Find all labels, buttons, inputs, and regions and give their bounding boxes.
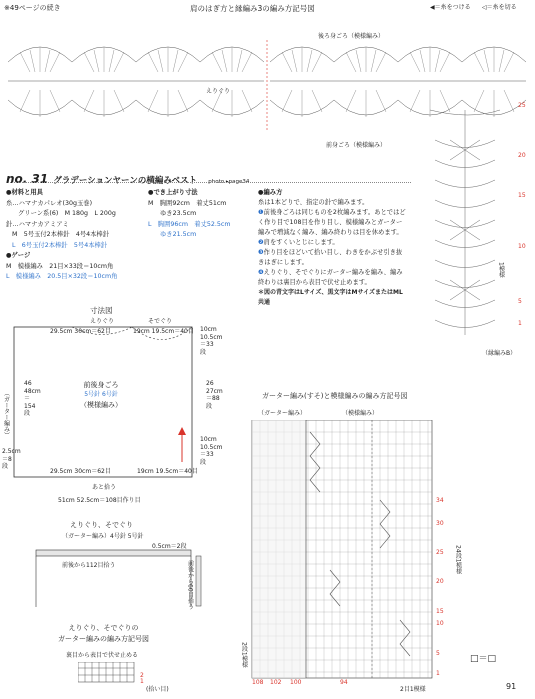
size-right-top: 10cm 10.5cm＝33段 bbox=[200, 326, 223, 356]
arrow-icon: ◀ bbox=[430, 4, 435, 11]
garter-bottom-102: 102 bbox=[270, 679, 282, 686]
photo-ref: photo ▸page34 bbox=[208, 179, 250, 185]
gauge-l: L 模様編み 20.5目×32段＝10cm角 bbox=[6, 273, 118, 280]
continued-note: ※49ページの続き bbox=[4, 4, 61, 12]
back-body-label: 後ろ身ごろ（模様編み） bbox=[318, 33, 385, 40]
method-note: ＊図の青文字はLサイズ、黒文字はMサイズまたはML共通 bbox=[258, 289, 403, 306]
materials-needle: 針…ハマナカアミアミ bbox=[6, 220, 69, 228]
legend-join: ◀＝糸をつける bbox=[430, 4, 471, 11]
size-diagram-title: 寸法図 bbox=[90, 306, 113, 315]
garter-chart-title: ガーター編み(すそ)と模様編みの編み方記号図 bbox=[262, 392, 408, 400]
edging-b-chart bbox=[420, 100, 510, 340]
title-rule bbox=[6, 182, 411, 183]
garter-chart-grid bbox=[250, 420, 450, 682]
size-top-left: 29.5cm 30cm＝62目 bbox=[50, 328, 111, 335]
size-gauge-side: 2.5cm＝8段 bbox=[2, 448, 21, 470]
arrow-icon: ◁ bbox=[482, 4, 487, 11]
collar-chart-title-2: ガーター編みの編み方記号図 bbox=[58, 635, 149, 643]
garter-bottom-94: 94 bbox=[340, 679, 348, 686]
page-number: 91 bbox=[506, 682, 517, 691]
size-body-pattern: （模様編み） bbox=[80, 401, 122, 409]
collar-diagram-sub: （ガーター編み）4号針 5号針 bbox=[62, 533, 144, 540]
method-step-3: ❸作り目をほどいて拾い目し、わきをかぶせ引き抜きはぎにします。 bbox=[258, 249, 403, 266]
edge-num-5: 5 bbox=[518, 298, 522, 305]
garter-chart-garter-label: （ガーター編み） bbox=[258, 410, 307, 417]
method-intro: 糸は1本どりで、指定の針で編みます。 bbox=[258, 199, 369, 206]
garter-right-15: 15 bbox=[436, 608, 444, 615]
size-body-left: 46 48cm＝154段 bbox=[24, 380, 41, 417]
materials-needle-m: M 5号玉付2本棒針 4号4本棒針 bbox=[12, 231, 110, 238]
edge-num-20: 20 bbox=[518, 152, 526, 159]
front-body-label: 前身ごろ（模様編み） bbox=[326, 142, 387, 149]
method-heading: ●編み方 bbox=[258, 189, 283, 196]
collar-diagram-side: 0.5cm＝2段 bbox=[152, 543, 187, 550]
collar-pick: 前後から112目拾う bbox=[62, 562, 116, 569]
article-title bbox=[6, 168, 249, 187]
garter-legend: □＝□ bbox=[470, 654, 497, 664]
size-m: M 胸囲92cm 着丈51cm bbox=[148, 199, 227, 207]
collar-diagram-title: えりぐり、そでぐり bbox=[70, 521, 133, 529]
edge-num-10: 10 bbox=[518, 243, 526, 250]
collar-chart-note: 裏目から表目で伏せ止める bbox=[66, 652, 139, 659]
size-bottom: 51cm 52.5cm＝108目作り目 bbox=[58, 497, 141, 504]
materials-needle-l: L 6号玉付2本棒針 5号4本棒針 bbox=[12, 241, 108, 249]
garter-right-25: 25 bbox=[436, 549, 444, 556]
size-right-bot: 10cm 10.5cm＝33段 bbox=[200, 436, 223, 466]
collar-chart-num-2: 2 bbox=[140, 672, 144, 679]
collar-chart-num-1: 1 bbox=[140, 678, 144, 685]
garter-right-34: 34 bbox=[436, 497, 444, 504]
materials-color: グリーン系(6) M 180g L 200g bbox=[18, 210, 116, 217]
collar-chart-pick: (拾い目) bbox=[146, 686, 169, 693]
garter-right-1: 1 bbox=[436, 670, 440, 677]
gauge-m: M 模様編み 21目×33段＝10cm角 bbox=[6, 262, 114, 270]
size-l: L 胸囲96cm 着丈52.5cm bbox=[148, 220, 231, 228]
size-diagram-sleeve: そでぐり bbox=[148, 318, 173, 325]
edge-num-1: 1 bbox=[518, 320, 522, 327]
edge-num-25: 25 bbox=[518, 102, 526, 109]
article-name: グラデーションヤーンの横編みベスト bbox=[53, 176, 198, 186]
method-step-4: ❹えりぐり、そでぐりにガーター編みを編み、編み終わりは裏目から表目で伏せ止めます。 bbox=[258, 269, 403, 286]
garter-bottom-108: 108 bbox=[252, 679, 264, 686]
garter-bottom-100: 100 bbox=[290, 679, 302, 686]
materials-heading: ●材料と用具 bbox=[6, 189, 43, 196]
pattern-repeat-label: 1模様 bbox=[497, 262, 505, 278]
garter-right-note: 24段1模様 bbox=[454, 545, 462, 575]
garter-right-20: 20 bbox=[436, 578, 444, 585]
size-right-mid: 26 27cm＝88段 bbox=[206, 380, 223, 410]
article-number: no. 31 bbox=[6, 172, 49, 186]
size-body-label bbox=[80, 380, 122, 410]
size-m-yuki: ゆき23.5cm bbox=[160, 210, 197, 217]
materials-yarn: 糸…ハマナカパレオ(30g玉巻) bbox=[6, 199, 93, 207]
garter-left-note: 2段1模様 bbox=[240, 642, 248, 668]
size-l-yuki: ゆき21.5cm bbox=[160, 231, 197, 238]
size-diagram-collar: えりぐり bbox=[90, 318, 115, 325]
edging-b-label: （縁編みB） bbox=[482, 350, 517, 357]
garter-chart-pattern-label: （模様編み） bbox=[342, 410, 379, 417]
collar-chart-grid bbox=[78, 662, 138, 688]
size-body-name: 前後身ごろ bbox=[83, 381, 119, 389]
garter-right-5: 5 bbox=[436, 650, 440, 657]
garter-bottom-note: 2目1模様 bbox=[400, 686, 426, 693]
method-section bbox=[258, 188, 408, 308]
legend-cut: ◁＝糸を切る bbox=[482, 4, 517, 11]
top-chart-title: 肩のはぎ方と縁編み3の編み方記号図 bbox=[190, 4, 315, 13]
collar-right: 前後から60目拾う bbox=[186, 560, 194, 610]
method-step-2: ❷肩をすくいとじにします。 bbox=[258, 239, 339, 246]
size-body-needle: 5号針 6号針 bbox=[84, 391, 118, 398]
size-garter-side: （ガーター編み） bbox=[2, 390, 10, 438]
gauge-heading: ●ゲージ bbox=[6, 252, 31, 259]
method-step-1: ❶前後身ごろは同じものを2枚編みます。あとではどく作り目で108目を作り目し、模様編みとガーター編みで増減なく編み、編み終わりは目を休めます。 bbox=[258, 209, 406, 236]
size-bottom-right: 19cm 19.5cm＝40目 bbox=[137, 468, 198, 475]
size-top-right: 19cm 19.5cm＝40目 bbox=[133, 328, 194, 335]
collar-label: えりぐり bbox=[206, 88, 231, 95]
materials-section bbox=[6, 188, 117, 283]
size-bottom-left: 29.5cm 30cm＝62目 bbox=[50, 468, 111, 475]
garter-right-30: 30 bbox=[436, 520, 444, 527]
collar-chart-title-1: えりぐり、そでぐりの bbox=[68, 624, 139, 632]
size-hem: あと拾う bbox=[92, 484, 117, 491]
size-heading: ●でき上がり寸法 bbox=[148, 189, 198, 196]
collar-chart-title bbox=[58, 623, 149, 645]
edge-num-15: 15 bbox=[518, 192, 526, 199]
size-section bbox=[148, 188, 231, 241]
garter-right-10: 10 bbox=[436, 620, 444, 627]
